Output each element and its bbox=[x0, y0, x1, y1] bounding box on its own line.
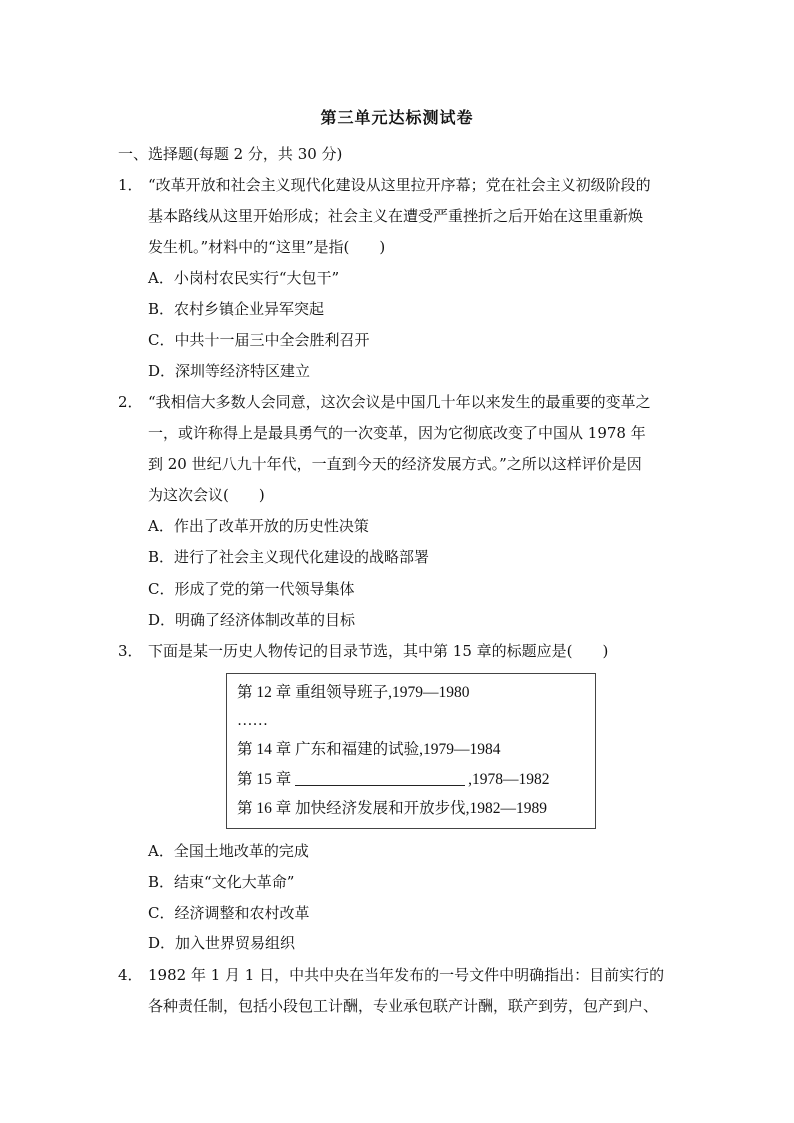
option-b: B．进行了社会主义现代化建设的战略部署 bbox=[148, 548, 430, 566]
toc-row: 第 14 章 广东和福建的试验,1979—1984 bbox=[237, 741, 501, 758]
question-text-line: 发生机。”材料中的“这里”是指( ) bbox=[148, 238, 386, 256]
option-a: A．小岗村农民实行“大包干” bbox=[148, 269, 340, 287]
option-c: C．形成了党的第一代领导集体 bbox=[148, 580, 355, 598]
toc-row: 第 12 章 重组领导班子,1979—1980 bbox=[237, 684, 470, 701]
question-number: 2． bbox=[118, 393, 143, 411]
toc-row: 第 16 章 加快经济发展和开放步伐,1982—1989 bbox=[237, 800, 548, 817]
toc-row-blank bbox=[237, 769, 550, 791]
question-text-line: “我相信大多数人会同意，这次会议是中国几十年以来发生的最重要的变革之 bbox=[148, 393, 651, 411]
section-heading: 一、选择题(每题 2 分，共 30 分) bbox=[118, 145, 343, 163]
option-b: B．结束“文化大革命” bbox=[148, 873, 295, 891]
table-of-contents-box bbox=[226, 673, 596, 829]
page-title: 第三单元达标测试卷 bbox=[320, 108, 474, 127]
option-d: D．加入世界贸易组织 bbox=[148, 934, 296, 952]
option-c: C．中共十一届三中全会胜利召开 bbox=[148, 331, 370, 349]
question-text-line: “改革开放和社会主义现代化建设从这里拉开序幕；党在社会主义初级阶段的 bbox=[148, 176, 651, 194]
option-d: D．明确了经济体制改革的目标 bbox=[148, 611, 356, 629]
question-text-line: 到 20 世纪八九十年代，一直到今天的经济发展方式。”之所以这样评价是因 bbox=[148, 455, 642, 473]
question-text-line: 各种责任制，包括小段包工计酬，专业承包联产计酬，联产到劳，包产到户、 bbox=[148, 997, 659, 1015]
toc-row-prefix: 第 15 章 bbox=[237, 771, 296, 788]
option-b: B．农村乡镇企业异军突起 bbox=[148, 300, 325, 318]
option-a: A．作出了改革开放的历史性决策 bbox=[148, 517, 369, 535]
toc-ellipsis: …… bbox=[237, 712, 268, 729]
question-number: 1． bbox=[118, 176, 143, 194]
toc-row-suffix: ,1978—1982 bbox=[468, 771, 550, 788]
question-text-line: 下面是某一历史人物传记的目录节选，其中第 15 章的标题应是( ) bbox=[148, 642, 609, 660]
question-text-line: 1982 年 1 月 1 日，中共中央在当年发布的一号文件中明确指出：目前实行的 bbox=[148, 966, 665, 984]
question-text-line: 一，或许称得上是最具勇气的一次变革，因为它彻底改变了中国从 1978 年 bbox=[148, 424, 646, 442]
question-number: 4． bbox=[118, 966, 143, 984]
option-a: A．全国土地改革的完成 bbox=[148, 842, 309, 860]
option-d: D．深圳等经济特区建立 bbox=[148, 362, 311, 380]
question-number: 3． bbox=[118, 642, 143, 660]
option-c: C．经济调整和农村改革 bbox=[148, 904, 310, 922]
answer-blank bbox=[295, 769, 465, 786]
question-text-line: 基本路线从这里开始形成；社会主义在遭受严重挫折之后开始在这里重新焕 bbox=[148, 207, 644, 225]
question-text-line: 为这次会议( ) bbox=[148, 486, 265, 504]
